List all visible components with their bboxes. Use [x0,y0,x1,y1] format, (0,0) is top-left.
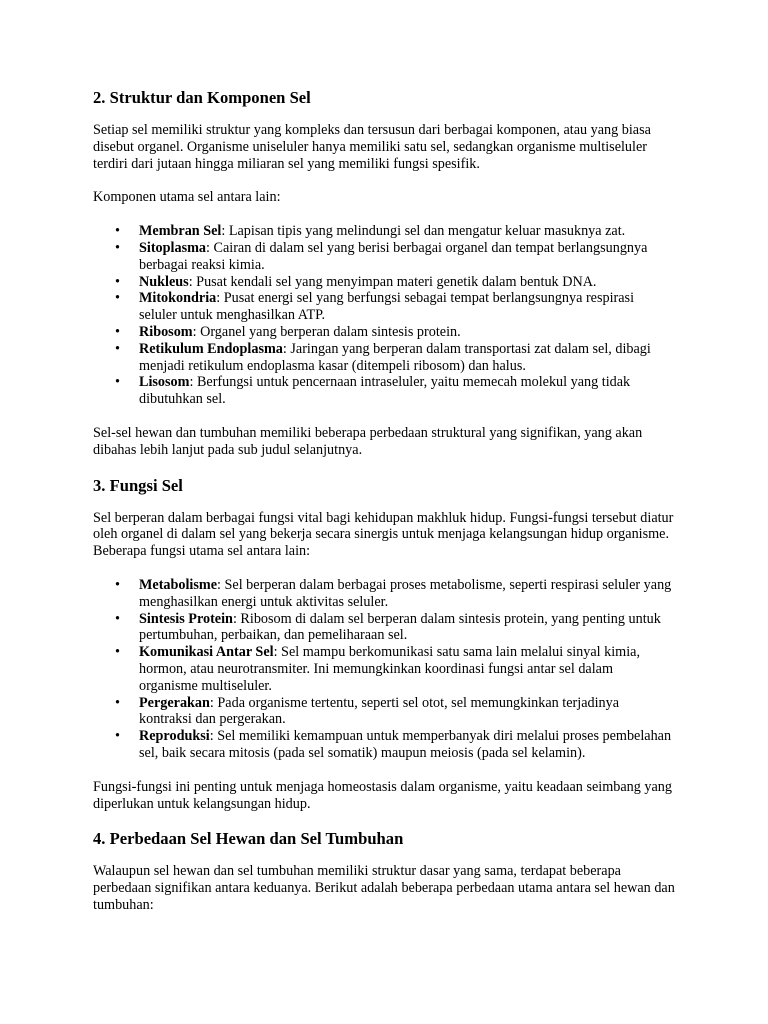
list-item-desc: : Jaringan yang berperan dalam transportasi zat dalam sel, dibagi menjadi retikulum endoplasma kasar (ditempeli ribosom) dan halus. [139,340,651,374]
section-3-intro: Sel berperan dalam berbagai fungsi vital bagi kehidupan makhluk hidup. Fungsi-fungsi tersebut diatur oleh organel di dalam sel yang bekerja secara sinergis untuk menjaga kelangsungan hidup organisme. Beberapa fungsi utama sel antara lain: [93,509,674,560]
list-item-term: Reproduksi [139,728,210,745]
list-item-desc: : Sel mampu berkomunikasi satu sama lain melalui sinyal kimia, hormon, atau neurotransmiter. Ini memungkinkan koordinasi fungsi antar sel dalam organisme multiseluler. [139,644,641,694]
list-item [139,341,675,375]
list-item [139,290,675,324]
list-item-desc: : Pusat kendali sel yang menyimpan materi genetik dalam bentuk DNA. [188,273,597,290]
list-item-term: Pergerakan [139,694,210,711]
list-item [139,240,675,274]
section-3-heading: 3. Fungsi Sel [93,475,183,495]
list-item-desc: : Pada organisme tertentu, seperti sel otot, sel memungkinkan terjadinya kontraksi dan pergerakan. [139,694,620,728]
section-2-heading: 2. Struktur dan Komponen Sel [93,88,311,107]
list-item-term: Membran Sel [139,223,222,240]
list-item [139,577,675,611]
list-item-term: Sitoplasma [139,239,207,256]
list-item [139,223,675,240]
list-item-desc: : Pusat energi sel yang berfungsi sebagai tempat berlangsungnya respirasi seluler untuk menghasilkan ATP. [139,290,635,324]
list-item-desc: : Berfungsi untuk pencernaan intraseluler, yaitu memecah molekul yang tidak dibutuhkan sel. [139,374,631,408]
section-4-intro: Walaupun sel hewan dan sel tumbuhan memiliki struktur dasar yang sama, terdapat beberapa perbedaan signifikan antara keduanya. Berikut adalah beberapa perbedaan utama antara sel hewan dan tumbuhan: [93,863,675,913]
list-item-desc: : Ribosom di dalam sel berperan dalam sintesis protein, yang penting untuk pertumbuhan, perbaikan, dan pemeliharaan sel. [139,610,661,644]
list-item-term: Sintesis Protein [139,610,233,627]
list-item-term: Metabolisme [139,576,218,593]
list-item [139,695,675,729]
section-2-lead: Komponen utama sel antara lain: [93,189,281,206]
list-item-term: Komunikasi Antar Sel [139,644,274,661]
list-item-desc: : Cairan di dalam sel yang berisi berbagai organel dan tempat berlangsungnya berbagai reaksi kimia. [139,239,648,273]
list-item-desc: : Organel yang berperan dalam sintesis protein. [192,323,461,340]
list-item-term: Ribosom [139,323,193,340]
cell-functions-list [93,577,675,762]
list-item-term: Retikulum Endoplasma [139,340,283,357]
section-4-heading: 4. Perbedaan Sel Hewan dan Sel Tumbuhan [93,829,404,849]
list-item-desc: : Sel berperan dalam berbagai proses metabolisme, seperti respirasi seluler yang menghasilkan energi untuk aktivitas seluler. [139,576,672,610]
section-2-intro: Setiap sel memiliki struktur yang kompleks dan tersusun dari berbagai komponen, atau yang biasa disebut organel. Organisme uniseluler hanya memiliki satu sel, sedangkan organisme multiseluler terdiri dari jutaan hingga miliaran sel yang memiliki fungsi spesifik. [93,122,651,172]
list-item-term: Lisosom [139,374,190,391]
list-item [139,324,675,341]
list-item [139,644,675,694]
list-item [139,611,675,645]
list-item-term: Mitokondria [139,290,217,307]
cell-components-list [93,223,675,408]
list-item [139,728,675,762]
section-3-closing: Fungsi-fungsi ini penting untuk menjaga homeostasis dalam organisme, yaitu keadaan seimbang yang diperlukan untuk kelangsungan hidup. [93,778,672,812]
section-2-closing: Sel-sel hewan dan tumbuhan memiliki beberapa perbedaan struktural yang signifikan, yang akan dibahas lebih lanjut pada sub judul selanjutnya. [93,424,643,458]
list-item [139,274,675,291]
list-item-desc: : Sel memiliki kemampuan untuk memperbanyak diri melalui proses pembelahan sel, baik secara mitosis (pada sel somatik) maupun meiosis (pada sel kelamin). [139,728,672,761]
list-item-term: Nukleus [139,273,189,290]
list-item [139,374,675,408]
list-item-desc: : Lapisan tipis yang melindungi sel dan mengatur keluar masuknya zat. [221,223,626,240]
